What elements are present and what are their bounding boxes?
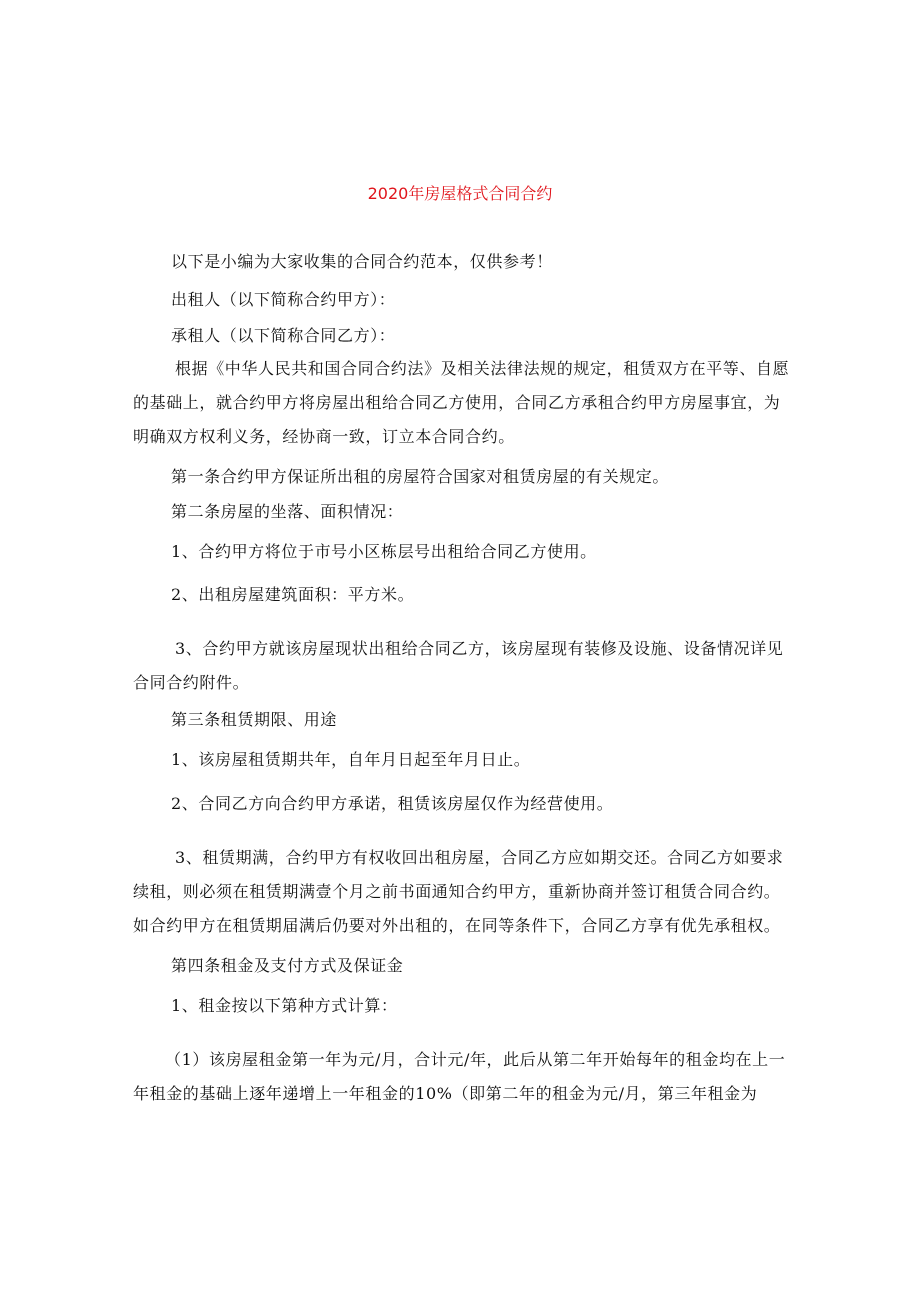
document-title: 2020年房屋格式合同合约 [367,184,553,203]
article-1: 第一条合约甲方保证所出租的房屋符合国家对租赁房屋的有关规定。 [171,467,670,486]
article-4-item-1: 1、租金按以下第种方式计算： [171,996,398,1015]
article-3-item-2: 2、合同乙方向合约甲方承诺，租赁该房屋仅作为经营使用。 [171,794,614,813]
article-4-item-1-sub-1: （1）该房屋租金第一年为元/月，合计元/年，此后从第二年开始每年的租金均在上一年租金的基础上逐年递增上一年租金的10%（即第二年的租金为元/月，第三年租金为 [133,1050,786,1103]
preamble-paragraph: 根据《中华人民共和国合同合约法》及相关法律法规的规定，租赁双方在平等、自愿的基础上，就合约甲方将房屋出租给合同乙方使用，合同乙方承租合约甲方房屋事宜，为明确双方权利义务，经协商一致，订立本合同合约。 [133,359,790,446]
intro-paragraph: 以下是小编为大家收集的合同合约范本，仅供参考！ [171,252,553,271]
article-3-item-3: 3、租赁期满，合约甲方有权收回出租房屋，合同乙方应如期交还。合同乙方如要求续租，则必须在租赁期满壹个月之前书面通知合约甲方，重新协商并签订租赁合同合约。如合约甲方在租赁期届满后仍要对外出租的，在同等条件下，合同乙方享有优先承租权。 [133,848,784,935]
article-3-item-1: 1、该房屋租赁期共年，自年月日起至年月日止。 [171,750,531,769]
article-2-item-1: 1、合约甲方将位于市号小区栋层号出租给合同乙方使用。 [171,542,597,561]
article-2-item-3: 3、合约甲方就该房屋现状出租给合同乙方，该房屋现有装修及设施、设备情况详见合同合约附件。 [133,639,784,692]
lessor-line: 出租人（以下简称合约甲方）： [171,290,396,309]
lessee-line: 承租人（以下简称合同乙方）： [171,326,396,345]
article-3-heading: 第三条租赁期限、用途 [171,710,338,729]
article-2-heading: 第二条房屋的坐落、面积情况： [171,502,404,521]
article-4-heading: 第四条租金及支付方式及保证金 [171,956,404,975]
article-2-item-2: 2、出租房屋建筑面积：平方米。 [171,585,415,604]
